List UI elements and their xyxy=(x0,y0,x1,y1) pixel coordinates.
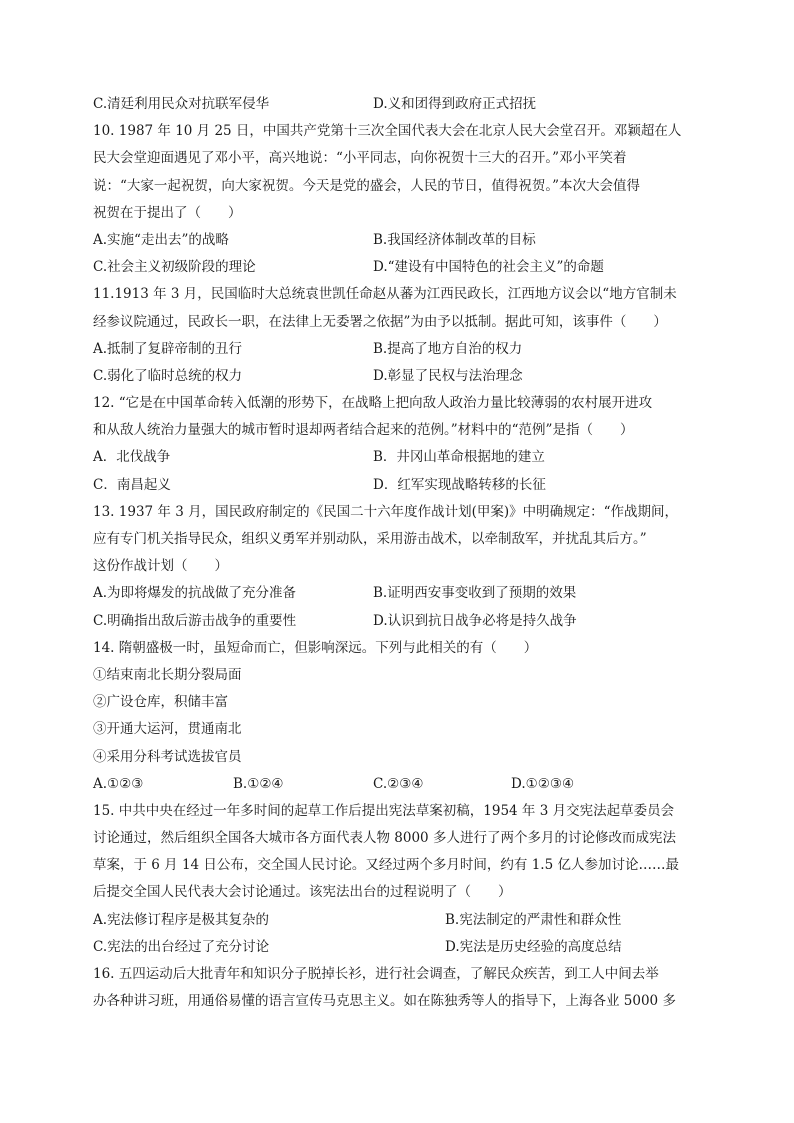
answer-option: C.②③④ xyxy=(373,775,424,792)
answer-option: A．北伐战争 xyxy=(93,449,171,466)
question-text-line: 14. 隋朝盛极一时，虽短命而亡，但影响深远。下列与此相关的有（ ） xyxy=(93,639,538,656)
answer-option: A.为即将爆发的抗战做了充分准备 xyxy=(93,585,297,602)
answer-option: C.社会主义初级阶段的理论 xyxy=(93,259,256,276)
answer-options-row xyxy=(93,91,713,118)
answer-options-row xyxy=(93,907,713,934)
question-text-line: 讨论通过，然后组织全国各大城市各方面代表人物 8000 多人进行了两个多月的讨论修改而成宪法 xyxy=(93,830,676,847)
question-text-line: 13. 1937 年 3 月，国民政府制定的《民国二十六年度作战计划(甲案)》中明确规定：“作战期间， xyxy=(93,503,679,520)
answer-option: C.清廷利用民众对抗联军侵华 xyxy=(93,96,270,112)
question-text-line: 办各种讲习班，用通俗易懂的语言宣传马克思主义。如在陈独秀等人的指导下，上海各业 5000 多 xyxy=(93,993,676,1010)
question-text-line: 经参议院通过，民政长一职，在法律上无委署之依据”为由予以抵制。据此可知，该事件（ ） xyxy=(93,313,667,330)
question-text-line: 这份作战计划（ ） xyxy=(93,558,228,575)
answer-option: C.宪法的出台经过了充分讨论 xyxy=(93,938,270,955)
answer-option: A.实施“走出去”的战略 xyxy=(93,231,229,248)
answer-option: C.明确指出敌后游击战争的重要性 xyxy=(93,612,297,629)
question-text-line: 16. 五四运动后大批青年和知识分子脱掉长衫，进行社会调查，了解民众疾苦，到工人中间去举 xyxy=(93,966,659,982)
answer-options-row xyxy=(93,771,713,798)
answer-option: B．井冈山革命根据地的建立 xyxy=(373,449,545,466)
answer-option: A.宪法修订程序是极其复杂的 xyxy=(93,911,270,928)
question-text-line: 10. 1987 年 10 月 25 日，中国共产党第十三次全国代表大会在北京人民大会堂召开。邓颖超在人 xyxy=(93,123,682,140)
question-text-line: 应有专门机关指导民众，组织义勇军并别动队，采用游击战术，以牵制敌军，并扰乱其后方。” xyxy=(93,531,647,547)
exam-page xyxy=(93,91,713,1015)
question-text-line: 说：“大家一起祝贺，向大家祝贺。今天是党的盛会，人民的节日，值得祝贺。”本次大会值得 xyxy=(93,177,641,194)
answer-options-row xyxy=(93,472,713,499)
answer-options-row xyxy=(93,336,713,363)
question-text-line: 祝贺在于提出了（ ） xyxy=(93,204,242,221)
answer-option: D.宪法是历史经验的高度总结 xyxy=(445,938,622,955)
answer-option: C.弱化了临时总统的权力 xyxy=(93,367,243,384)
answer-option: D.认识到抗日战争必将是持久战争 xyxy=(373,612,577,629)
question-text-line: ①结束南北长期分裂局面 xyxy=(93,666,242,683)
question-text-line: ④采用分科考试选拔官员 xyxy=(93,748,242,765)
answer-option: D.“建设有中国特色的社会主义”的命题 xyxy=(373,259,604,276)
question-text-line: 草案，于 6 月 14 日公布，交全国人民讨论。又经过两个多月时间，约有 1.5 亿人参加讨论……最 xyxy=(93,857,679,874)
answer-option: A.①②③ xyxy=(93,775,144,792)
answer-option: D.义和团得到政府正式招抚 xyxy=(373,96,537,112)
question-text-line: 民大会堂迎面遇见了邓小平，高兴地说：“小平同志，向你祝贺十三大的召开。”邓小平笑着 xyxy=(93,150,627,167)
answer-option: A.抵制了复辟帝制的丑行 xyxy=(93,340,243,357)
answer-options-row xyxy=(93,444,713,471)
answer-option: B.提高了地方自治的权力 xyxy=(373,340,523,357)
answer-options-row xyxy=(93,363,713,390)
answer-options-row xyxy=(93,227,713,254)
answer-option: D．红军实现战略转移的长征 xyxy=(373,476,546,493)
answer-option: B.①②④ xyxy=(233,775,284,792)
question-text-line: 12. “它是在中国革命转入低潮的形势下，在战略上把向敌人政治力量比较薄弱的农村展开进攻 xyxy=(93,395,653,412)
answer-option: B.我国经济体制改革的目标 xyxy=(373,231,536,248)
answer-option: D.彰显了民权与法治理念 xyxy=(373,367,523,384)
question-text-line: ②广设仓库，积储丰富 xyxy=(93,694,228,711)
question-text-line: 15. 中共中央在经过一年多时间的起草工作后提出宪法草案初稿，1954 年 3 月交宪法起草委员会 xyxy=(93,802,675,819)
question-text-line: 11.1913 年 3 月，民国临时大总统袁世凯任命赵从蕃为江西民政长，江西地方议会以“地方官制未 xyxy=(93,286,677,303)
answer-option: C．南昌起义 xyxy=(93,476,171,493)
answer-options-row xyxy=(93,254,713,281)
answer-options-row xyxy=(93,580,713,607)
question-text-line: 和从敌人统治力量强大的城市暂时退却两者结合起来的范例。”材料中的“范例”是指（ ） xyxy=(93,422,634,439)
answer-option: D.①②③④ xyxy=(511,775,575,792)
question-text-line: 后提交全国人民代表大会讨论通过。该宪法出台的过程说明了（ ） xyxy=(93,884,512,901)
answer-options-row xyxy=(93,934,713,961)
answer-options-row xyxy=(93,608,713,635)
answer-option: B.宪法制定的严肃性和群众性 xyxy=(445,911,622,928)
answer-option: B.证明西安事变收到了预期的效果 xyxy=(373,585,577,602)
question-text-line: ③开通大运河，贯通南北 xyxy=(93,721,242,738)
